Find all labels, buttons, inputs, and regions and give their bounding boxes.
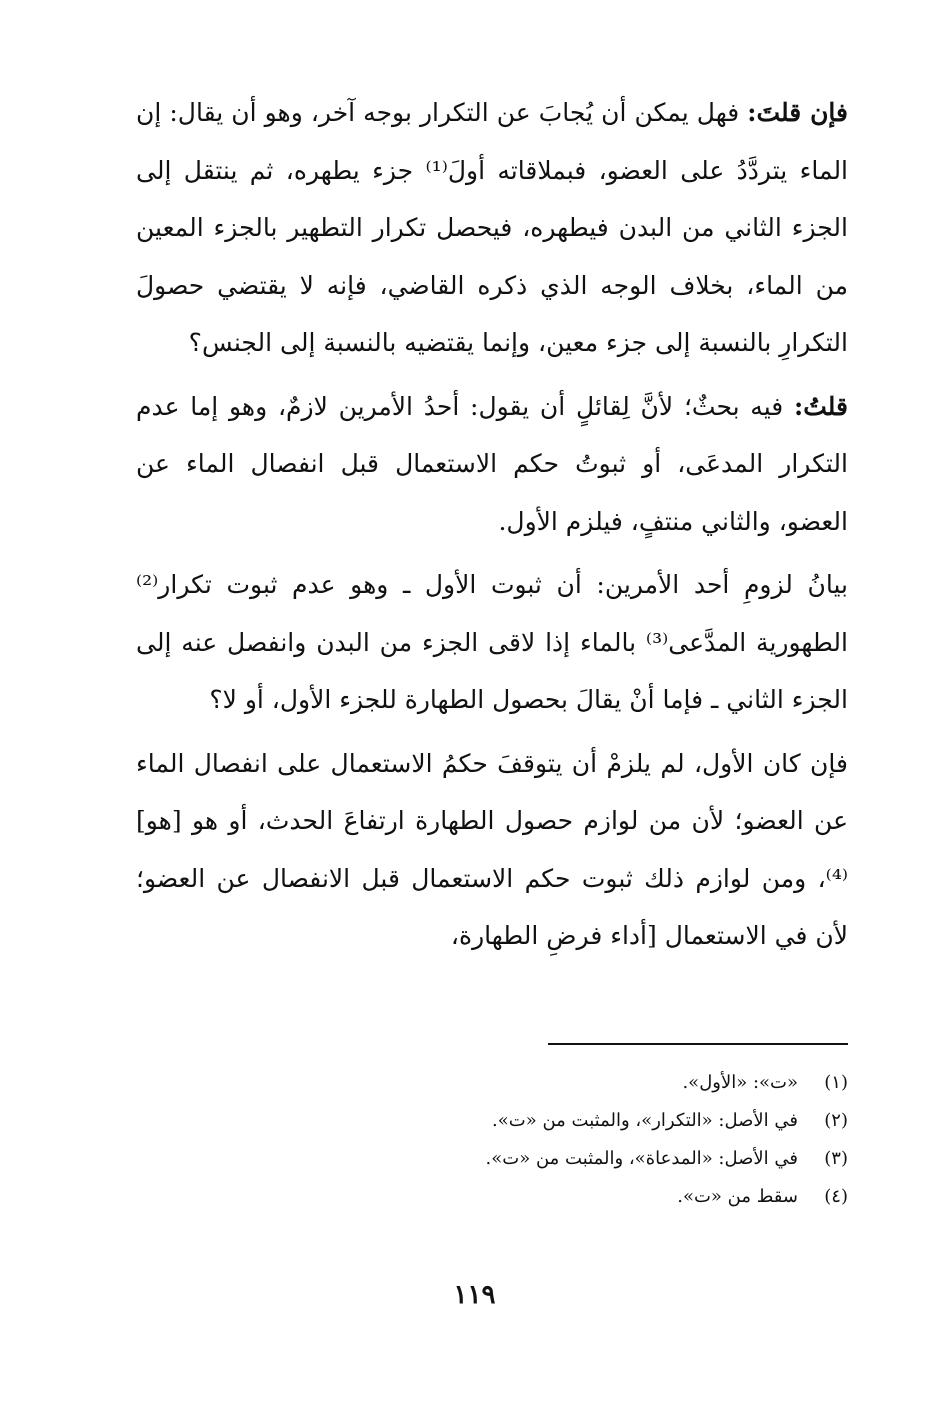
footnote-4	[400, 1178, 848, 1216]
footnote-2-text: في الأصل: «التكرار»، والمثبت من «ت».	[492, 1110, 798, 1131]
footnotes	[400, 1064, 848, 1216]
footnote-3	[400, 1140, 848, 1178]
footnote-1	[400, 1064, 848, 1102]
footnote-1-text: «ت»: «الأول».	[682, 1072, 798, 1093]
paragraph-4-text: فإن كان الأول، لم يلزمْ أن يتوقفَ حكمُ الاستعمال على انفصال الماء عن العضو؛ لأن من لوازم حصول الطهارة ارتفاعَ الحدث، أو هو [هو]⁽⁴⁾، ومن لوازم ذلك ثبوت حكم الاستعمال قبل الانفصال عن العضو؛ لأن في الاستعمال [أداء فرضِ الطهارة،	[136, 748, 848, 950]
footnote-3-text: في الأصل: «المدعاة»، والمثبت من «ت».	[485, 1148, 798, 1169]
paragraph-2-text: فيه بحثٌ؛ لأنَّ لِقائلٍ أن يقول: أحدُ الأمرين لازمٌ، وهو إما عدم التكرار المدعَى، أو ثبوتُ حكم الاستعمال قبل انفصال الماء عن العضو، والثاني منتفٍ، فيلزم الأول.	[136, 391, 848, 536]
footnote-2	[400, 1102, 848, 1140]
footnote-divider	[548, 1043, 848, 1045]
footnote-3-number: (٣)	[824, 1148, 848, 1169]
paragraph-3	[136, 556, 848, 729]
paragraph-2-lead: قلتُ:	[793, 391, 848, 421]
footnote-1-number: (١)	[824, 1072, 848, 1093]
paragraph-1-lead: فإن قلتَ:	[747, 98, 849, 127]
paragraph-3-text: بيانُ لزومِ أحد الأمرين: أن ثبوت الأول ـ وهو عدم ثبوت تكرار⁽²⁾ الطهورية المدَّعى⁽³⁾ بالماء إذا لاقى الجزء من البدن وانفصل عنه إلى الجزء الثاني ـ فإما أنْ يقالَ بحصول الطهارة للجزء الأول، أو لا؟	[136, 570, 848, 714]
footnote-4-number: (٤)	[824, 1186, 848, 1207]
footnote-4-text: سقط من «ت».	[677, 1186, 798, 1207]
paragraph-1-text: فهل يمكن أن يُجابَ عن التكرار بوجه آخر، وهو أن يقال: إن الماء يتردَّدُ على العضو، فبملاقاته أولَ⁽¹⁾ جزء يطهره، ثم ينتقل إلى الجزء الثاني من البدن فيطهره، فيحصل تكرار التطهير بالجزء المعين من الماء، بخلاف الوجه الذي ذكره القاضي، فإنه لا يقتضي حصولَ التكرارِ بالنسبة إلى جزء معين، وإنما يقتضيه بالنسبة إلى الجنس؟	[136, 98, 849, 357]
page-number: ١١٩	[453, 1280, 496, 1310]
paragraph-1	[136, 84, 848, 372]
paragraph-2	[136, 378, 848, 551]
footnote-2-number: (٢)	[824, 1110, 848, 1131]
paragraph-4	[136, 735, 848, 965]
main-text-block	[136, 84, 848, 971]
